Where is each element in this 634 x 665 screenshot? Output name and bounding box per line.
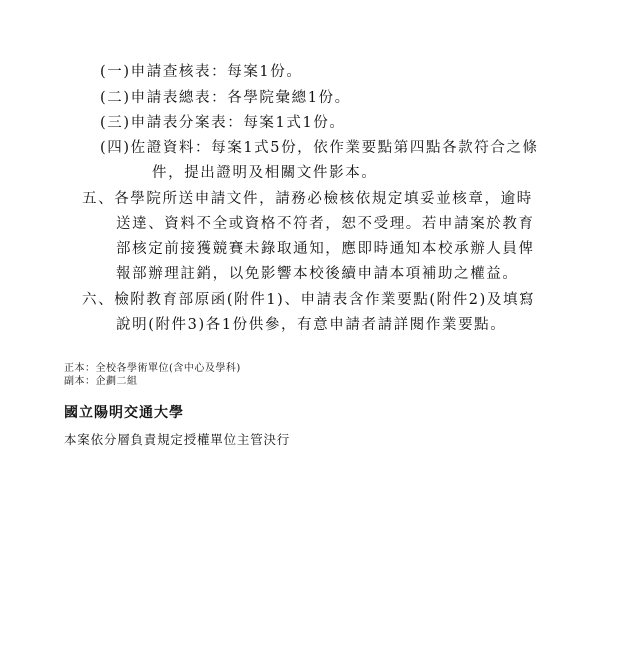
- organization-name: 國立陽明交通大學: [64, 405, 184, 421]
- distribution-copy: 副本：企劃二組: [64, 376, 138, 387]
- sub-item-2: (二)申請表總表：各學院彙總1份。: [100, 90, 351, 106]
- sub-item-4-line-1: (四)佐證資料：每案1式5份，依作業要點第四點各款符合之條: [100, 140, 539, 156]
- distribution-primary: 正本：全校各學術單位(含中心及學科): [64, 363, 241, 374]
- item-6-line-2: 說明(附件3)各1份供參，有意申請者請詳閱作業要點。: [116, 317, 507, 333]
- item-5-line-2: 送達、資料不全或資格不符者，恕不受理。若申請案於教育: [116, 216, 535, 232]
- item-5-line-4: 報部辦理註銷，以免影響本校後續申請本項補助之權益。: [116, 266, 519, 282]
- item-5-line-3: 部核定前接獲競賽未錄取通知，應即時通知本校承辦人員俾: [116, 241, 535, 257]
- item-6-line-1: 六、檢附教育部原函(附件1)、申請表含作業要點(附件2)及填寫: [82, 292, 536, 308]
- sub-item-4-line-2: 件，提出證明及相關文件影本。: [152, 165, 378, 181]
- sub-item-1: (一)申請查核表：每案1份。: [100, 64, 303, 80]
- item-5-line-1: 五、各學院所送申請文件，請務必檢核依規定填妥並核章，逾時: [82, 191, 533, 207]
- sub-item-3: (三)申請表分案表：每案1式1份。: [100, 115, 346, 131]
- delegation-note: 本案依分層負責規定授權單位主管決行: [64, 432, 291, 447]
